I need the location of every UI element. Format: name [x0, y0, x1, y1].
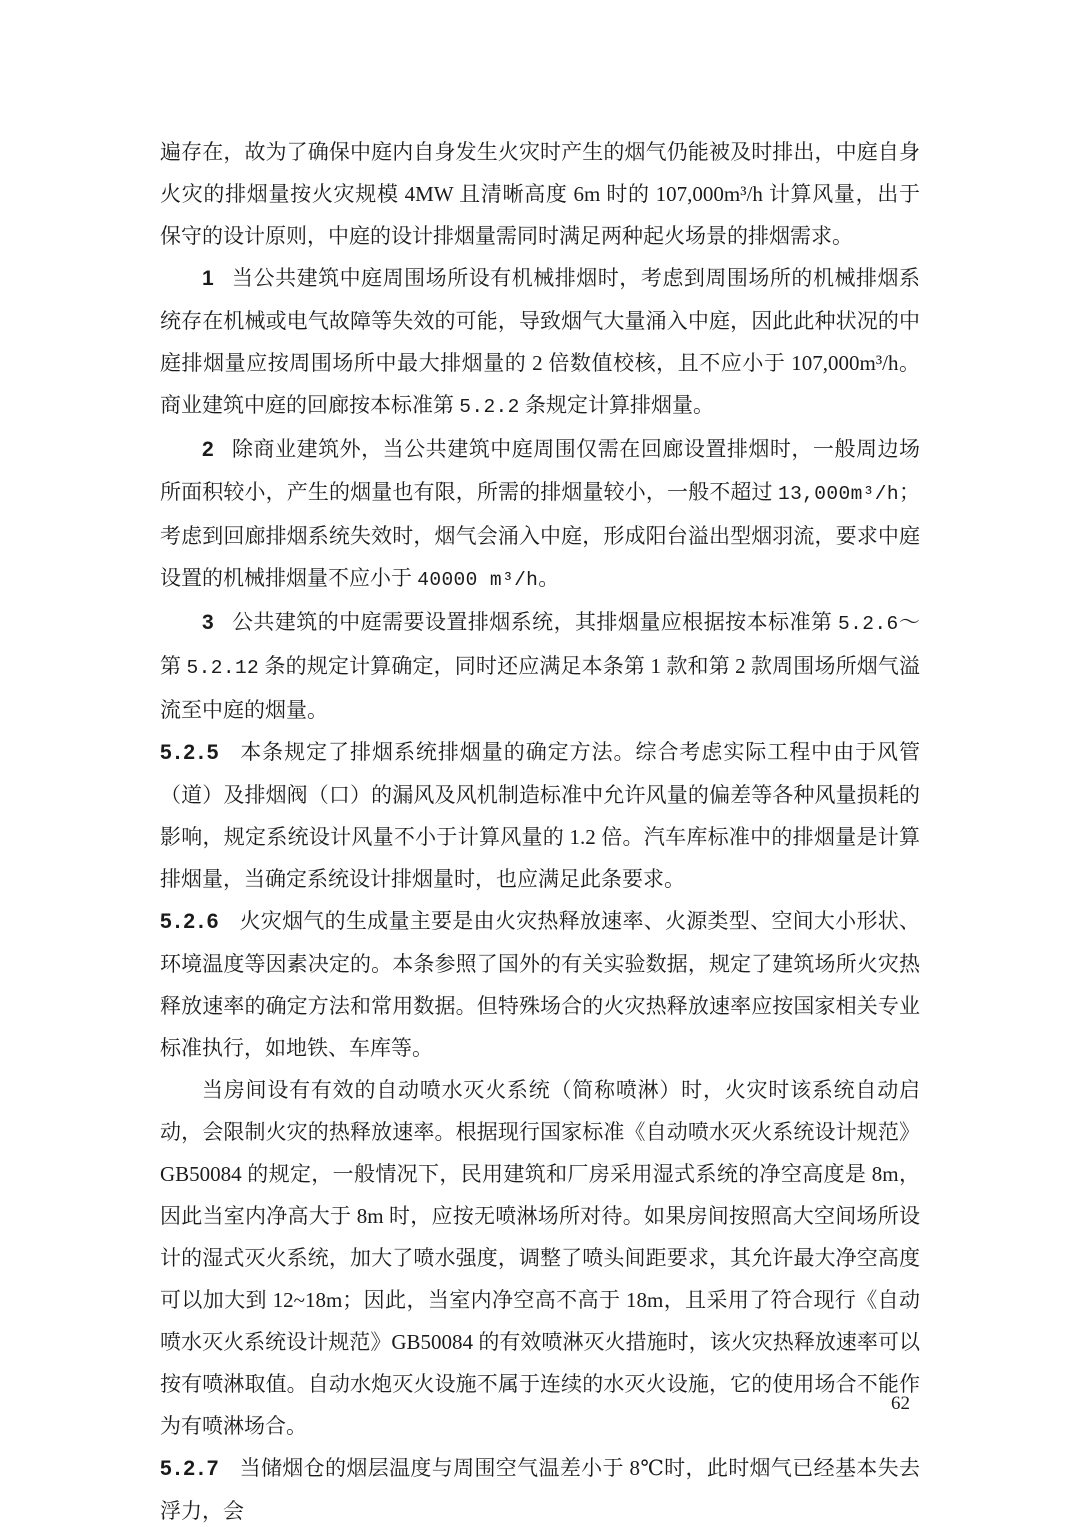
clause-ref: 5.2.2 — [459, 396, 520, 418]
clause-number: 5.2.7 — [160, 1457, 222, 1480]
paragraph-text: 。 — [538, 566, 560, 590]
paragraph-body — [160, 1069, 920, 1447]
clause-ref: 5.2.12 — [186, 657, 260, 679]
paragraph-text: 遍存在，故为了确保中庭内自身发生火灾时产生的烟气仍能被及时排出，中庭自身火灾的排烟量按火灾规模 4MW 且清晰高度 6m 时的 107,000m³/h 计算风量，出于保守的设计原则，中庭的设计排烟量需同时满足两种起火场景的排烟需求。 — [160, 140, 920, 248]
paragraph-clause-5-2-6 — [160, 900, 920, 1069]
paragraph-continuation — [160, 131, 920, 257]
paragraph-item-3 — [160, 601, 920, 731]
paragraph-text: 条规定计算排烟量。 — [519, 393, 715, 417]
paragraph-text: 公共建筑的中庭需要设置排烟系统，其排烟量应根据按本标准第 — [231, 610, 839, 634]
paragraph-text: 当储烟仓的烟层温度与周围空气温差小于 8℃时，此时烟气已经基本失去浮力，会 — [160, 1456, 920, 1523]
clause-ref: 5.2.6 — [838, 613, 899, 635]
flow-rate-value: 13,000m³/h — [777, 483, 899, 505]
paragraph-clause-5-2-5 — [160, 731, 920, 900]
paragraph-clause-5-2-7 — [160, 1447, 920, 1527]
paragraph-item-2 — [160, 428, 920, 601]
clause-number: 5.2.5 — [160, 741, 222, 764]
page-number: 62 — [891, 1393, 910, 1414]
item-number: 3 — [202, 611, 214, 634]
paragraph-text: 条的规定计算确定，同时还应满足本条第 1 款和第 2 款周围场所烟气溢流至中庭的烟量。 — [160, 654, 920, 722]
flow-rate-value: 40000 m³/h — [417, 569, 539, 591]
paragraph-text: 当房间设有有效的自动喷水灭火系统（简称喷淋）时，火灾时该系统自动启动，会限制火灾的热释放速率。根据现行国家标准《自动喷水灭火系统设计规范》GB50084 的规定，一般情况下，民用建筑和厂房采用湿式系统的净空高度是 8m，因此当室内净高大于 8m 时，应按无喷淋场所对待。如果房间按照高大空间场所设计的湿式灭火系统，加大了喷水强度，调整了喷头间距要求，其允许最大净空高度可以加大到 12~18m；因此，当室内净空高不高于 18m，且采用了符合现行《自动喷水灭火系统设计规范》GB50084 的有效喷淋灭火措施时，该火灾热释放速率可以按有喷淋取值。自动水炮灭火设施不属于连续的水灭火设施，它的使用场合不能作为有喷淋场合。 — [160, 1078, 920, 1438]
paragraph-text: 本条规定了排烟系统排烟量的确定方法。综合考虑实际工程中由于风管（道）及排烟阀（口）的漏风及风机制造标准中允许风量的偏差等各种风量损耗的影响，规定系统设计风量不小于计算风量的 1.2 倍。汽车库标准中的排烟量是计算排烟量，当确定系统设计排烟量时，也应满足此条要求。 — [160, 740, 920, 891]
paragraph-text: 火灾烟气的生成量主要是由火灾热释放速率、火源类型、空间大小形状、环境温度等因素决定的。本条参照了国外的有关实验数据，规定了建筑场所火灾热释放速率的确定方法和常用数据。但特殊场合的火灾热释放速率应按国家相关专业标准执行，如地铁、车库等。 — [160, 909, 920, 1060]
paragraph-text: ～第 — [160, 610, 921, 678]
clause-number: 5.2.6 — [160, 910, 222, 933]
paragraph-item-1 — [160, 257, 920, 428]
paragraph-text: 除商业建筑外，当公共建筑中庭周围仅需在回廊设置排烟时，一般周边场所面积较小，产生的烟量也有限，所需的排烟量较小，一般不超过 — [160, 437, 920, 504]
paragraph-text: 当公共建筑中庭周围场所设有机械排烟时，考虑到周围场所的机械排烟系统存在机械或电气故障等失效的可能，导致烟气大量涌入中庭，因此此种状况的中庭排烟量应按周围场所中最大排烟量的 2 倍数值校核，且不应小于 107,000m³/h。商业建筑中庭的回廊按本标准第 — [160, 266, 920, 417]
item-number: 2 — [202, 438, 214, 461]
paragraph-text: ；考虑到回廊排烟系统失效时，烟气会涌入中庭，形成阳台溢出型烟羽流，要求中庭设置的机械排烟量不应小于 — [160, 480, 920, 590]
item-number: 1 — [202, 267, 214, 290]
